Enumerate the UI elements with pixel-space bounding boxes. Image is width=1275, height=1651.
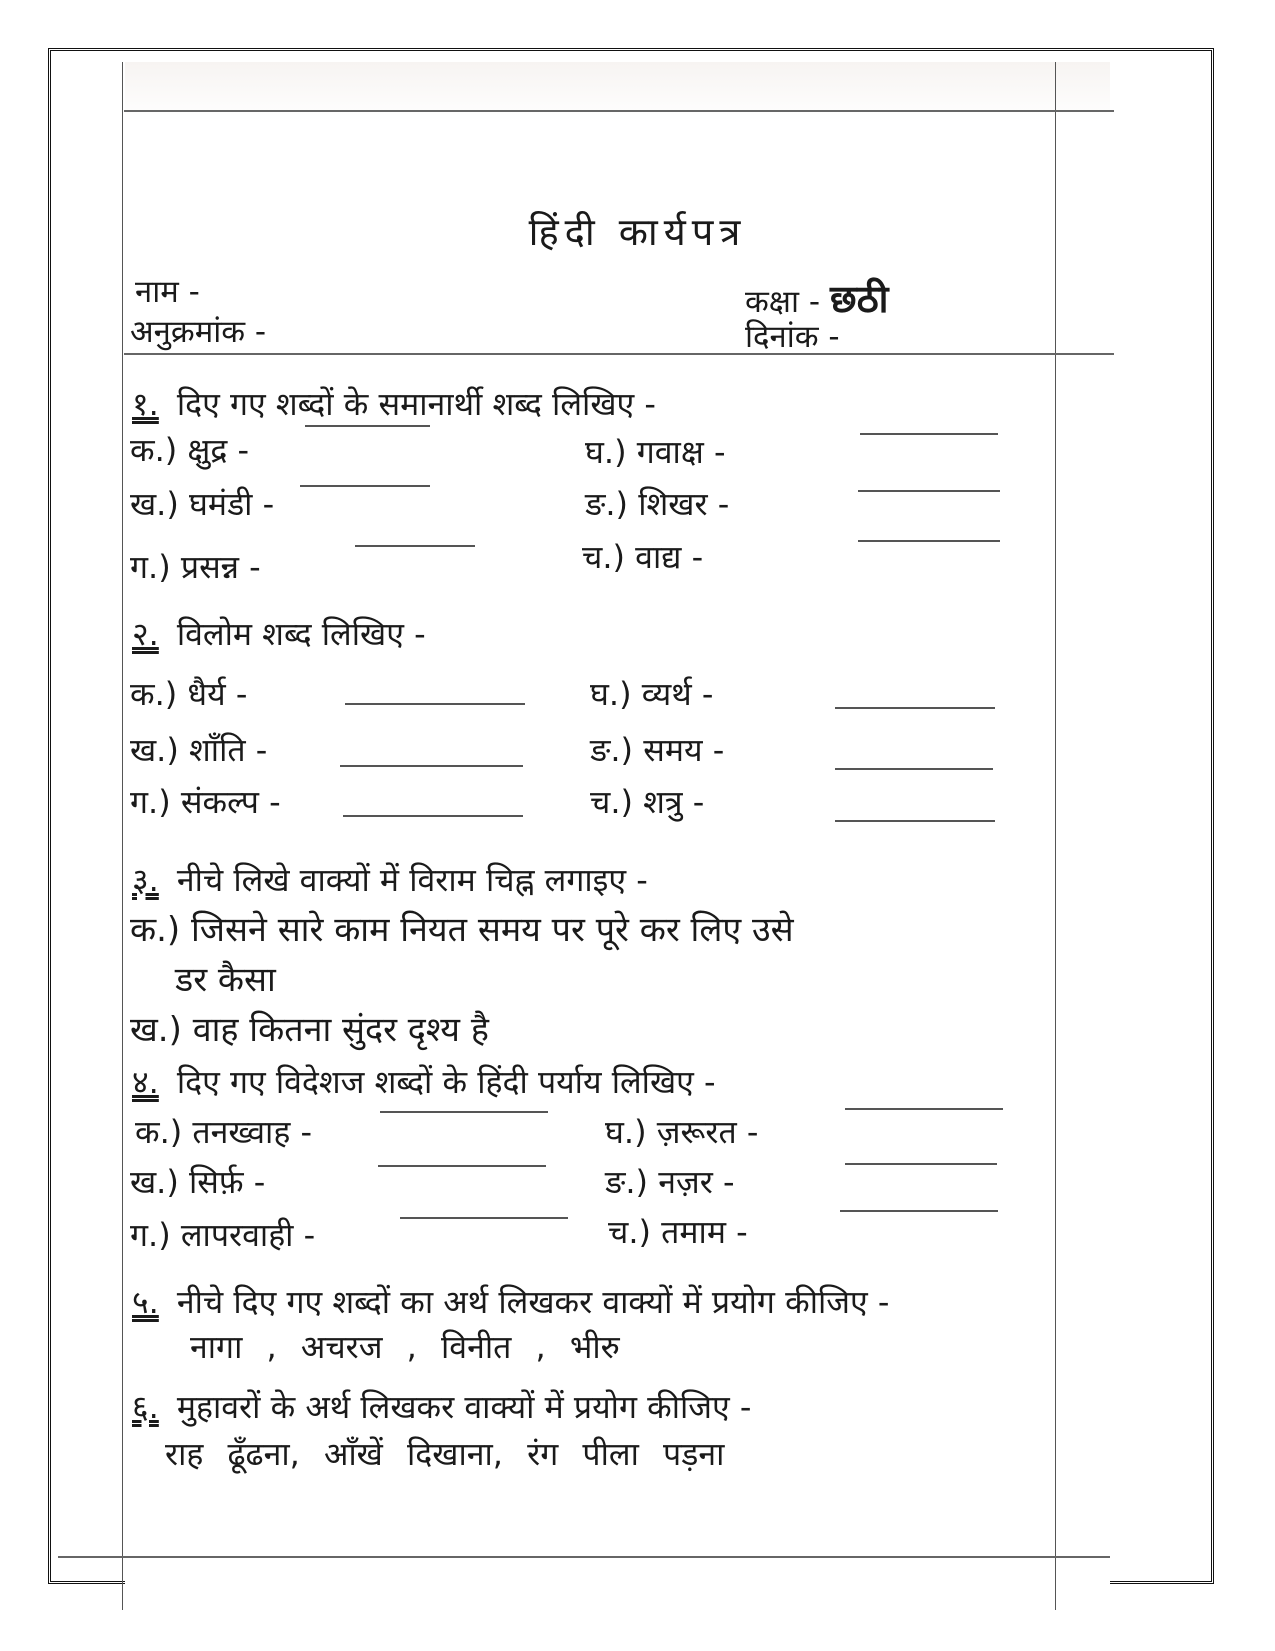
top-rule [124, 110, 1114, 112]
list-item [130, 545, 261, 588]
item-word: शिखर - [638, 485, 730, 523]
list-item [605, 1110, 758, 1153]
item-label: च.) [582, 538, 625, 576]
class-value: छठी [829, 277, 889, 321]
question-number: ६. [132, 1388, 159, 1426]
bottom-rule [58, 1556, 1110, 1558]
question-1 [132, 382, 656, 425]
item-label: च.) [608, 1213, 651, 1251]
item-label: घ.) [590, 675, 632, 713]
roll-number-label: अनुक्रमांक - [130, 314, 267, 350]
sentence-item [130, 1005, 489, 1051]
answer-blank[interactable] [355, 545, 475, 547]
question-2 [132, 612, 426, 655]
item-word: गवाक्ष - [636, 433, 726, 471]
list-item [135, 1110, 312, 1153]
name-label: नाम - [135, 274, 200, 310]
question-prompt: मुहावरों के अर्थ लिखकर वाक्यों में प्रयोग कीजिए - [176, 1388, 752, 1426]
answer-blank[interactable] [845, 1163, 997, 1165]
question-prompt: नीचे दिए गए शब्दों का अर्थ लिखकर वाक्यों में प्रयोग कीजिए - [176, 1283, 890, 1321]
answer-blank[interactable] [378, 1165, 546, 1167]
answer-blank[interactable] [835, 820, 995, 822]
sentence-text: जिसने सारे काम नियत समय पर पूरे कर लिए उसे [191, 910, 794, 950]
list-item [130, 672, 247, 715]
answer-blank[interactable] [340, 765, 523, 767]
item-word: संकल्प - [180, 783, 281, 821]
question-4 [132, 1060, 716, 1103]
item-label: ङ.) [585, 485, 629, 523]
item-label: ग.) [130, 548, 171, 586]
worksheet-paper [125, 62, 1110, 1602]
question-prompt: विलोम शब्द लिखिए - [176, 615, 426, 653]
item-word: ज़रूरत - [656, 1113, 759, 1151]
answer-blank[interactable] [858, 490, 1000, 492]
question-number: २. [132, 615, 159, 653]
list-item [585, 482, 729, 525]
item-word: शाँति - [189, 731, 268, 769]
word-list: नागा , अचरज , विनीत , भीरु [190, 1328, 620, 1366]
item-label: ग.) [130, 1216, 171, 1254]
item-word: वाद्य - [635, 538, 704, 576]
question-prompt: दिए गए शब्दों के समानार्थी शब्द लिखिए - [176, 385, 656, 423]
item-label: क.) [130, 910, 181, 950]
list-item [608, 1210, 748, 1253]
list-item [590, 728, 724, 771]
item-word: घमंडी - [189, 485, 275, 523]
item-label: ङ.) [590, 731, 634, 769]
question-number: १. [132, 385, 159, 423]
list-item [590, 780, 704, 823]
question-5 [132, 1280, 889, 1323]
item-label: क.) [130, 675, 178, 713]
date-label: दिनांक - [745, 319, 840, 355]
answer-blank[interactable] [845, 1108, 1003, 1110]
idiom-list: राह ढूँढना, आँखें दिखाना, रंग पीला पड़ना [165, 1435, 725, 1473]
worksheet-title: हिंदी कार्यपत्र [528, 210, 747, 254]
left-margin-line [122, 62, 123, 1610]
item-word: प्रसन्न - [180, 548, 261, 586]
item-word: व्यर्थ - [641, 675, 714, 713]
item-word: नज़र - [658, 1163, 735, 1201]
answer-blank[interactable] [835, 707, 995, 709]
item-label: क.) [130, 431, 178, 469]
list-item [130, 1213, 315, 1256]
item-label: घ.) [605, 1113, 647, 1151]
item-label: ख.) [130, 1163, 179, 1201]
answer-blank[interactable] [860, 433, 998, 435]
item-word: लापरवाही - [180, 1216, 316, 1254]
answer-blank[interactable] [345, 703, 525, 705]
item-label: ग.) [130, 783, 171, 821]
item-word: क्षुद्र - [187, 431, 250, 469]
question-number: ३. [132, 861, 159, 899]
class-label: कक्षा - [745, 284, 821, 320]
item-word: तमाम - [661, 1213, 748, 1251]
answer-blank[interactable] [380, 1111, 548, 1113]
answer-blank[interactable] [300, 485, 430, 487]
answer-blank[interactable] [835, 768, 993, 770]
sentence-item [130, 905, 794, 951]
sentence-text: वाह कितना सुंदर दृश्य है [192, 1010, 489, 1050]
list-item [605, 1160, 735, 1203]
item-word: तनख्वाह - [192, 1113, 313, 1151]
list-item [130, 728, 267, 771]
question-6 [132, 1385, 751, 1428]
list-item [582, 535, 703, 578]
question-number: ५. [132, 1283, 159, 1321]
item-label: ख.) [130, 1010, 182, 1050]
sentence-continuation: डर कैसा [175, 960, 276, 1000]
item-word: समय - [643, 731, 725, 769]
right-margin-line [1055, 62, 1056, 1610]
item-label: क.) [135, 1113, 183, 1151]
item-label: च.) [590, 783, 633, 821]
item-word: धैर्य - [187, 675, 248, 713]
item-label: ख.) [130, 485, 179, 523]
list-item [130, 1160, 265, 1203]
item-label: ङ.) [605, 1163, 649, 1201]
answer-blank[interactable] [840, 1210, 998, 1212]
list-item [130, 780, 281, 823]
item-word: शत्रु - [643, 783, 705, 821]
answer-blank[interactable] [343, 815, 523, 817]
list-item [590, 672, 713, 715]
list-item [130, 482, 274, 525]
header-rule [124, 353, 1114, 355]
answer-blank[interactable] [305, 425, 430, 427]
item-label: ख.) [130, 731, 179, 769]
item-label: घ.) [585, 433, 627, 471]
list-item [130, 428, 249, 471]
answer-blank[interactable] [400, 1217, 568, 1219]
item-word: सिर्फ़ - [189, 1163, 266, 1201]
list-item [585, 430, 726, 473]
question-prompt: नीचे लिखे वाक्यों में विराम चिह्न लगाइए - [176, 861, 648, 899]
question-number: ४. [132, 1063, 159, 1101]
answer-blank[interactable] [858, 540, 1000, 542]
question-prompt: दिए गए विदेशज शब्दों के हिंदी पर्याय लिखिए - [176, 1063, 716, 1101]
question-3 [132, 858, 648, 901]
